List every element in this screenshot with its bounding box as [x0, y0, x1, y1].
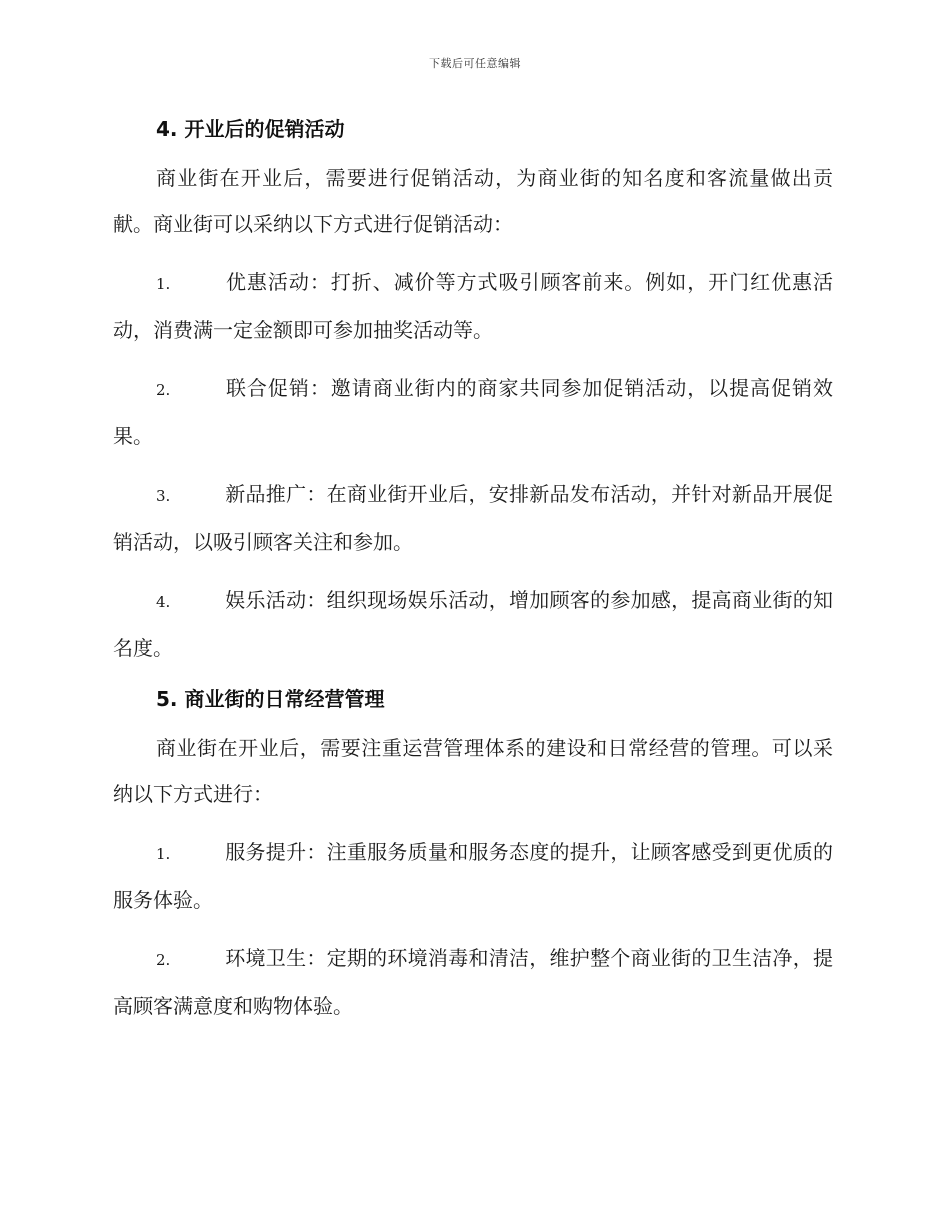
list-item-text: 娱乐活动：组织现场娱乐活动，增加顾客的参加感，提高商业街的知名度。: [113, 588, 833, 660]
section-4-item-2: [113, 365, 833, 459]
section-4-item-3: [113, 471, 833, 565]
list-item-text: 环境卫生：定期的环境消毒和清洁，维护整个商业街的卫生洁净，提高顾客满意度和购物体验。: [113, 946, 833, 1018]
list-number: 2.: [156, 381, 171, 399]
list-item-text: 服务提升：注重服务质量和服务态度的提升，让顾客感受到更优质的服务体验。: [113, 840, 833, 912]
section-5-intro: 商业街在开业后，需要注重运营管理体系的建设和日常经营的管理。可以采纳以下方式进行：: [113, 736, 833, 806]
section-4-heading: 4. 开业后的促销活动: [156, 117, 345, 141]
list-item-text: 优惠活动：打折、减价等方式吸引顾客前来。例如，开门红优惠活动，消费满一定金额即可参加抽奖活动等。: [113, 270, 833, 342]
list-item-text: 新品推广：在商业街开业后，安排新品发布活动，并针对新品开展促销活动，以吸引顾客关注和参加。: [113, 482, 833, 554]
document-body: [113, 113, 833, 1029]
section-4-intro: 商业街在开业后，需要进行促销活动，为商业街的知名度和客流量做出贡献。商业街可以采纳以下方式进行促销活动：: [113, 166, 833, 236]
list-item-text: 联合促销：邀请商业街内的商家共同参加促销活动，以提高促销效果。: [113, 376, 833, 448]
list-number: 4.: [156, 593, 171, 611]
section-4-item-4: [113, 577, 833, 671]
list-number: 1.: [156, 275, 171, 293]
list-number: 3.: [156, 487, 171, 505]
section-5-item-2: [113, 935, 833, 1029]
header-note: 下载后可任意编辑: [429, 57, 521, 70]
section-5-heading: 5. 商业街的日常经营管理: [156, 687, 385, 711]
section-5-item-1: [113, 829, 833, 923]
list-number: 1.: [156, 845, 171, 863]
section-4-item-1: [113, 259, 833, 353]
list-number: 2.: [156, 951, 171, 969]
